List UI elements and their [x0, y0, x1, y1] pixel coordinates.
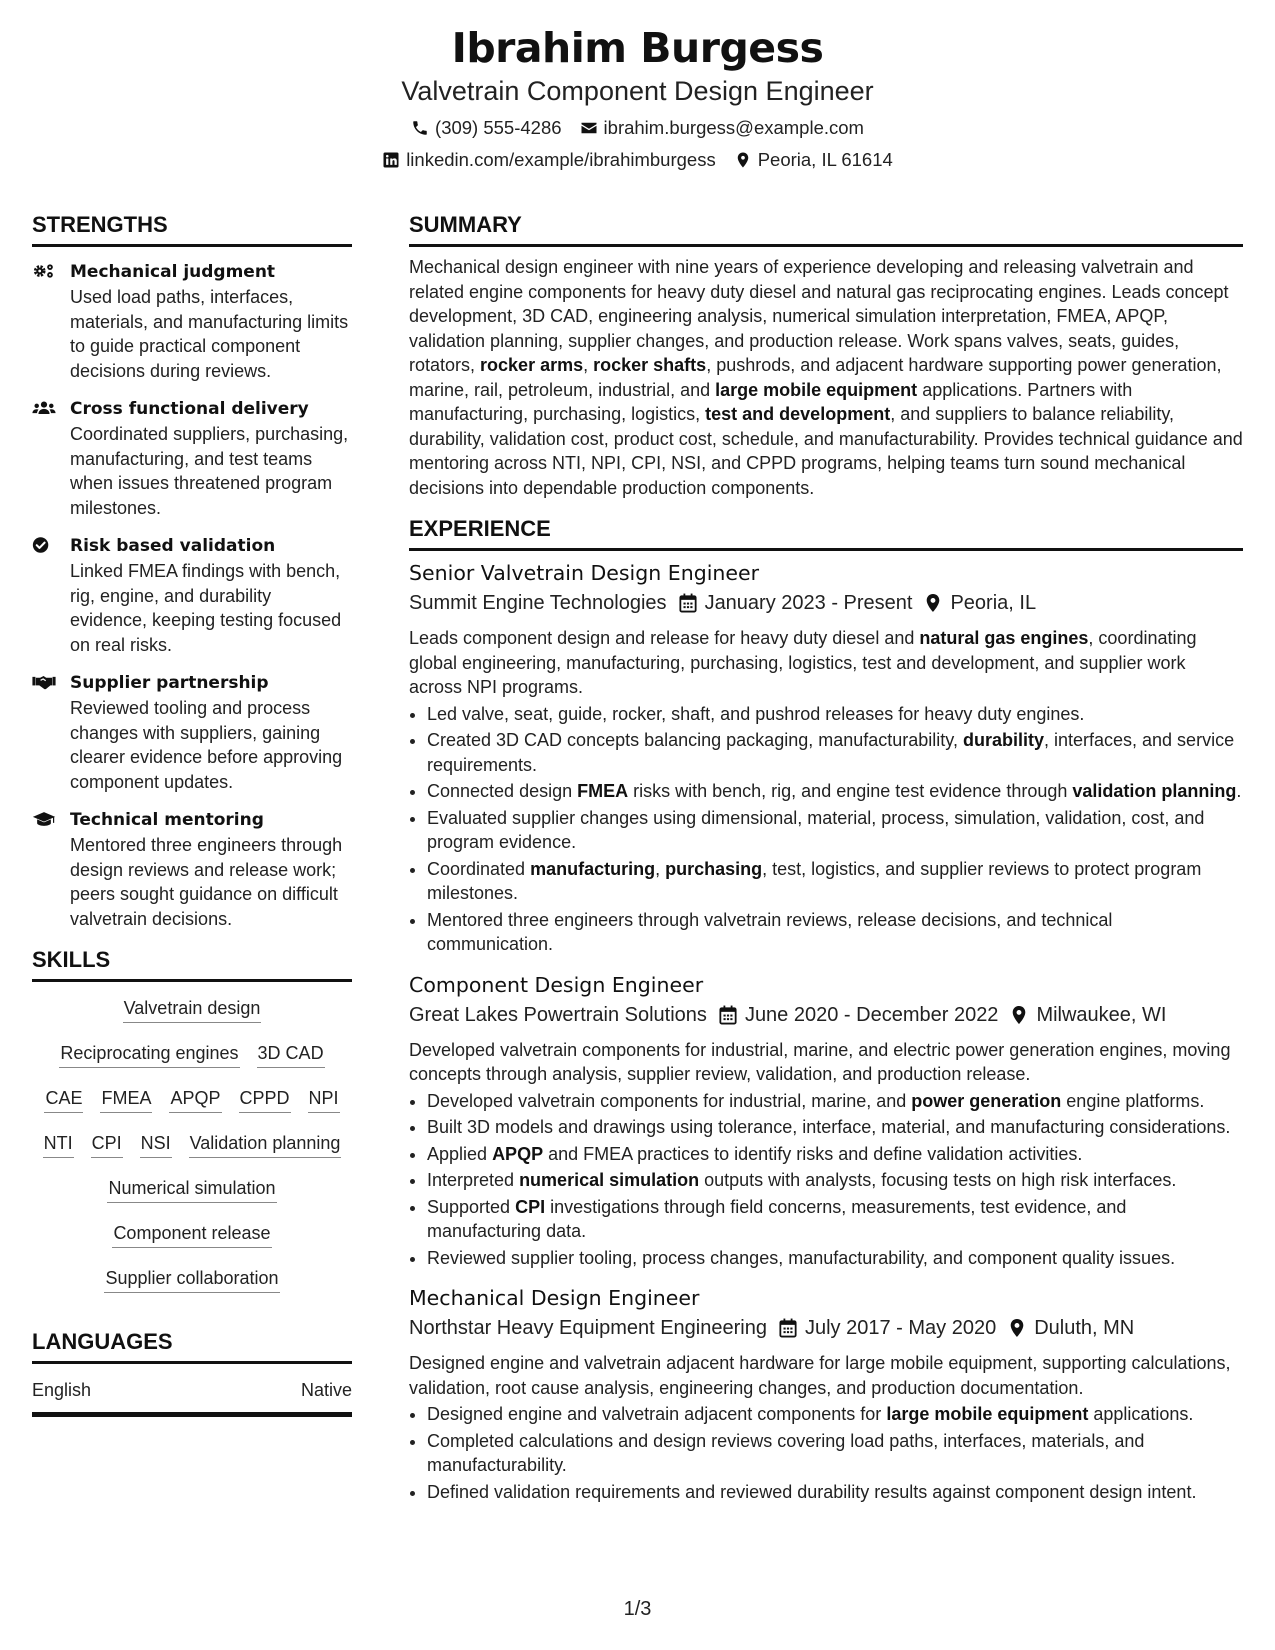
job-description: [409, 626, 1243, 700]
envelope-icon: [580, 119, 598, 137]
job-company: Great Lakes Powertrain Solutions: [409, 1003, 707, 1026]
text-segment: Designed engine and valvetrain adjacent components for: [427, 1404, 887, 1424]
skills-section: [32, 947, 352, 1293]
strength-item: [32, 396, 352, 520]
job-role: Senior Valvetrain Design Engineer: [409, 561, 760, 585]
text-segment: engine platforms.: [1061, 1090, 1205, 1111]
text-segment: Leads component design and release for heavy duty diesel and: [409, 628, 920, 648]
text-segment: and FMEA practices to identify risks and define validation activities.: [543, 1143, 1083, 1164]
check-circle-icon: [32, 536, 56, 554]
left-column: [32, 212, 352, 1417]
strength-desc: Reviewed tooling and process changes with suppliers, gaining clearer evidence before approving component updates.: [70, 698, 343, 792]
calendar-icon: [719, 1005, 737, 1025]
skill-row: [32, 1266, 352, 1293]
skill-tag: CPPD: [239, 1086, 291, 1113]
bullet-item: [427, 1195, 1243, 1244]
skill-tag: NSI: [140, 1131, 172, 1158]
skill-row: [32, 1221, 352, 1248]
strength-item: [32, 670, 352, 794]
page-number: 1/3: [623, 1598, 652, 1620]
job-meta: [409, 1314, 1243, 1342]
skill-tag: CPI: [91, 1131, 123, 1158]
job-location: [924, 589, 1036, 617]
text-segment: risks with bench, rig, and engine test evidence through: [628, 781, 1073, 801]
skill-tag: NTI: [43, 1131, 74, 1158]
text-segment: Connected design: [427, 781, 578, 801]
strength-title: Supplier partnership: [70, 673, 269, 693]
bold-text: natural gas engines: [919, 628, 1089, 648]
job-dates-text: January 2023 - Present: [704, 592, 913, 614]
skill-tag: Reciprocating engines: [59, 1041, 239, 1068]
skill-tag: FMEA: [100, 1086, 152, 1113]
bullet-item: [427, 1142, 1243, 1167]
skill-tag: 3D CAD: [257, 1041, 325, 1068]
gears-icon: [32, 262, 56, 280]
text-segment: , coordinating global engineering, manufacturing, purchasing, logistics, test and development, and supplier work across NPI programs.: [409, 628, 1197, 697]
bold-text: purchasing: [665, 858, 763, 879]
skill-row: [32, 1041, 352, 1068]
skill-row: [32, 1131, 352, 1158]
summary-section: [409, 212, 1243, 500]
job-description: [409, 1351, 1243, 1400]
job-entry: [409, 559, 1243, 957]
job-location: [1008, 1314, 1134, 1342]
bullet-item: [427, 1115, 1243, 1140]
text-segment: Created 3D CAD concepts balancing packaging, manufacturability,: [427, 730, 963, 750]
job-dates: [779, 1314, 996, 1342]
location-contact: [734, 148, 893, 172]
text-segment: Defined validation requirements and reviewed durability results against component design intent.: [427, 1481, 1197, 1502]
strength-item: [32, 807, 352, 931]
bold-text: durability: [962, 730, 1044, 750]
job-meta: [409, 1001, 1243, 1029]
languages-heading: LANGUAGES: [32, 1329, 352, 1364]
bold-text: FMEA: [577, 781, 629, 801]
job-dates-text: July 2017 - May 2020: [804, 1317, 997, 1339]
language-level: Native: [300, 1380, 352, 1400]
text-segment: outputs with analysts, focusing tests on high risk interfaces.: [699, 1170, 1177, 1190]
text-segment: , test, logistics, and supplier reviews to protect program milestones.: [427, 858, 1202, 903]
map-pin-icon: [1008, 1318, 1026, 1338]
text-segment: ,: [655, 858, 666, 879]
job-dates: [679, 589, 913, 617]
experience-section: [409, 516, 1243, 1504]
job-description: [409, 1038, 1243, 1087]
job-location-text: Duluth, MN: [1034, 1317, 1135, 1339]
calendar-icon: [779, 1318, 797, 1338]
strengths-heading: STRENGTHS: [32, 212, 352, 247]
experience-heading: EXPERIENCE: [409, 516, 1243, 551]
job-entry: [409, 971, 1243, 1271]
job-bullets: [409, 1089, 1243, 1271]
bold-text: power generation: [911, 1090, 1062, 1111]
strength-item: [32, 259, 352, 383]
job-entry: [409, 1284, 1243, 1504]
text-segment: Led valve, seat, guide, rocker, shaft, and pushrod releases for heavy duty engines.: [427, 703, 1085, 724]
job-bullets: [409, 1402, 1243, 1504]
skill-tag: Validation planning: [189, 1131, 342, 1158]
text-segment: , pushrods, and adjacent hardware supporting power generation, marine, rail, petroleum, industrial, and: [409, 355, 1222, 400]
job-dates-text: June 2020 - December 2022: [744, 1003, 999, 1026]
strength-desc: Used load paths, interfaces, materials, and manufacturing limits to guide practical component decisions during reviews.: [70, 287, 349, 381]
job-role: Component Design Engineer: [409, 972, 704, 997]
resume-header: [0, 22, 1275, 172]
text-segment: Developed valvetrain components for industrial, marine, and electric power generation engines, moving concepts through analysis, supplier review, validation, and production release.: [409, 1039, 1231, 1084]
bold-text: test and development: [705, 404, 891, 424]
text-segment: , interfaces, and service requirements.: [427, 730, 1235, 775]
handshake-icon: [32, 673, 56, 691]
skill-tag: CAE: [44, 1086, 83, 1113]
strengths-list: [32, 259, 352, 931]
text-segment: Supported: [427, 1196, 516, 1217]
bold-text: CPI: [515, 1196, 546, 1217]
map-pin-icon: [1010, 1005, 1028, 1025]
text-segment: applications. Partners with manufacturing, purchasing, logistics,: [409, 379, 1133, 424]
bold-text: APQP: [492, 1143, 544, 1164]
strength-item: [32, 533, 352, 657]
text-segment: , and suppliers to balance reliability, durability, validation cost, product cost, schedule, and manufacturability. Provides technical guidance and mentoring across NTI, NPI, CPI, NSI, and CPPD programs, helping teams turn sound mechanical decisions into dependable production components.: [409, 404, 1243, 498]
bold-text: manufacturing: [530, 858, 656, 879]
bullet-item: [427, 908, 1243, 957]
bold-text: large mobile equipment: [886, 1404, 1089, 1424]
skill-tag: APQP: [169, 1086, 221, 1113]
text-segment: Mentored three engineers through valvetrain reviews, release decisions, and technical communication.: [427, 909, 1113, 954]
linkedin-icon: [382, 151, 400, 169]
text-segment: Reviewed supplier tooling, process changes, manufacturability, and component quality issues.: [427, 1247, 1176, 1268]
skill-row: [32, 1176, 352, 1203]
skill-tag: Component release: [112, 1221, 271, 1248]
text-segment: Mechanical design engineer with nine years of experience developing and releasing valvetrain and related engine components for heavy duty diesel and natural gas reciprocating engines. Leads concept development, 3D CAD, engineering analysis, numerical simulation interpretation, FMEA, APQP, validation planning, supplier changes, and production release. Work spans valves, seats, guides, rotators,: [409, 257, 1229, 375]
graduation-cap-icon: [32, 810, 56, 828]
bullet-item: [427, 728, 1243, 777]
bullet-item: [427, 1246, 1243, 1271]
candidate-title: Valvetrain Component Design Engineer: [401, 76, 874, 106]
text-segment: Developed valvetrain components for industrial, marine, and: [427, 1090, 912, 1111]
bold-text: validation planning: [1072, 781, 1237, 801]
summary-text: [409, 255, 1243, 500]
bullet-item: [427, 779, 1243, 804]
job-company: Northstar Heavy Equipment Engineering: [409, 1317, 767, 1339]
users-icon: [32, 399, 56, 417]
job-company: Summit Engine Technologies: [409, 592, 667, 614]
text-segment: Evaluated supplier changes using dimensional, material, process, simulation, validation, cost, and program evidence.: [427, 807, 1205, 852]
skill-row: [32, 1086, 352, 1113]
map-pin-icon: [924, 593, 942, 613]
bold-text: rocker arms: [480, 355, 584, 375]
bullet-item: [427, 702, 1243, 727]
bullet-item: [427, 1429, 1243, 1478]
job-dates: [719, 1001, 999, 1029]
job-bullets: [409, 702, 1243, 957]
bullet-item: [427, 1168, 1243, 1193]
job-location-text: Milwaukee, WI: [1036, 1003, 1167, 1026]
right-column: [409, 212, 1243, 1506]
text-segment: Coordinated: [427, 858, 531, 879]
contact-row-1: [0, 116, 1275, 140]
linkedin-link[interactable]: linkedin.com/example/ibrahimburgess: [406, 149, 716, 170]
linkedin-contact[interactable]: [382, 148, 716, 172]
map-pin-icon: [734, 151, 752, 169]
language-name: English: [32, 1380, 92, 1400]
email-link[interactable]: ibrahim.burgess@example.com: [603, 117, 864, 138]
job-location-text: Peoria, IL: [950, 592, 1037, 614]
bold-text: numerical simulation: [519, 1170, 700, 1190]
skill-tag: Supplier collaboration: [104, 1266, 279, 1293]
strength-title: Mechanical judgment: [70, 262, 276, 282]
jobs-list: [409, 559, 1243, 1504]
strength-title: Technical mentoring: [70, 810, 264, 830]
text-segment: Built 3D models and drawings using tolerance, interface, material, and manufacturing considerations.: [427, 1117, 1231, 1137]
language-row: [32, 1378, 352, 1417]
text-segment: .: [1236, 781, 1242, 801]
strength-desc: Mentored three engineers through design reviews and release work; peers sought guidance on difficult valvetrain decisions.: [70, 835, 343, 929]
email-contact[interactable]: [580, 116, 864, 140]
calendar-icon: [679, 593, 697, 613]
bullet-item: [427, 1089, 1243, 1114]
strength-desc: Coordinated suppliers, purchasing, manufacturing, and test teams when issues threatened program milestones.: [70, 424, 349, 518]
strength-desc: Linked FMEA findings with bench, rig, engine, and durability evidence, keeping testing focused on real risks.: [70, 561, 342, 655]
contact-row-2: [0, 148, 1275, 172]
bold-text: large mobile equipment: [715, 379, 918, 400]
skill-row: [32, 996, 352, 1023]
location-text: Peoria, IL 61614: [757, 149, 893, 170]
text-segment: investigations through field concerns, measurements, test evidence, and manufacturing data.: [427, 1196, 1127, 1241]
strength-title: Risk based validation: [70, 536, 276, 556]
job-location: [1010, 1001, 1166, 1029]
skill-tag: NPI: [308, 1086, 340, 1113]
text-segment: Designed engine and valvetrain adjacent hardware for large mobile equipment, supporting calculations, validation, root cause analysis, engineering changes, and production documentation.: [409, 1353, 1231, 1398]
skills-list: [32, 996, 352, 1293]
phone-contact: [411, 116, 562, 140]
bullet-item: [427, 806, 1243, 855]
text-segment: Interpreted: [427, 1170, 520, 1190]
strength-title: Cross functional delivery: [70, 399, 309, 419]
phone-icon: [411, 119, 429, 137]
phone-text: (309) 555-4286: [435, 117, 562, 138]
bullet-item: [427, 857, 1243, 906]
strengths-section: [32, 212, 352, 931]
text-segment: ,: [583, 355, 594, 375]
skill-tag: Valvetrain design: [123, 996, 262, 1023]
text-segment: Applied: [427, 1143, 493, 1164]
skill-tag: Numerical simulation: [107, 1176, 276, 1203]
bullet-item: [427, 1402, 1243, 1427]
text-segment: Completed calculations and design reviews covering load paths, interfaces, materials, and manufacturability.: [427, 1430, 1145, 1475]
languages-section: [32, 1329, 352, 1417]
job-role: Mechanical Design Engineer: [409, 1286, 700, 1310]
candidate-name: Ibrahim Burgess: [451, 24, 824, 72]
bold-text: rocker shafts: [593, 355, 707, 375]
text-segment: applications.: [1088, 1404, 1194, 1424]
job-meta: [409, 589, 1243, 617]
summary-heading: SUMMARY: [409, 212, 1243, 247]
skills-heading: SKILLS: [32, 947, 352, 982]
bullet-item: [427, 1480, 1243, 1505]
